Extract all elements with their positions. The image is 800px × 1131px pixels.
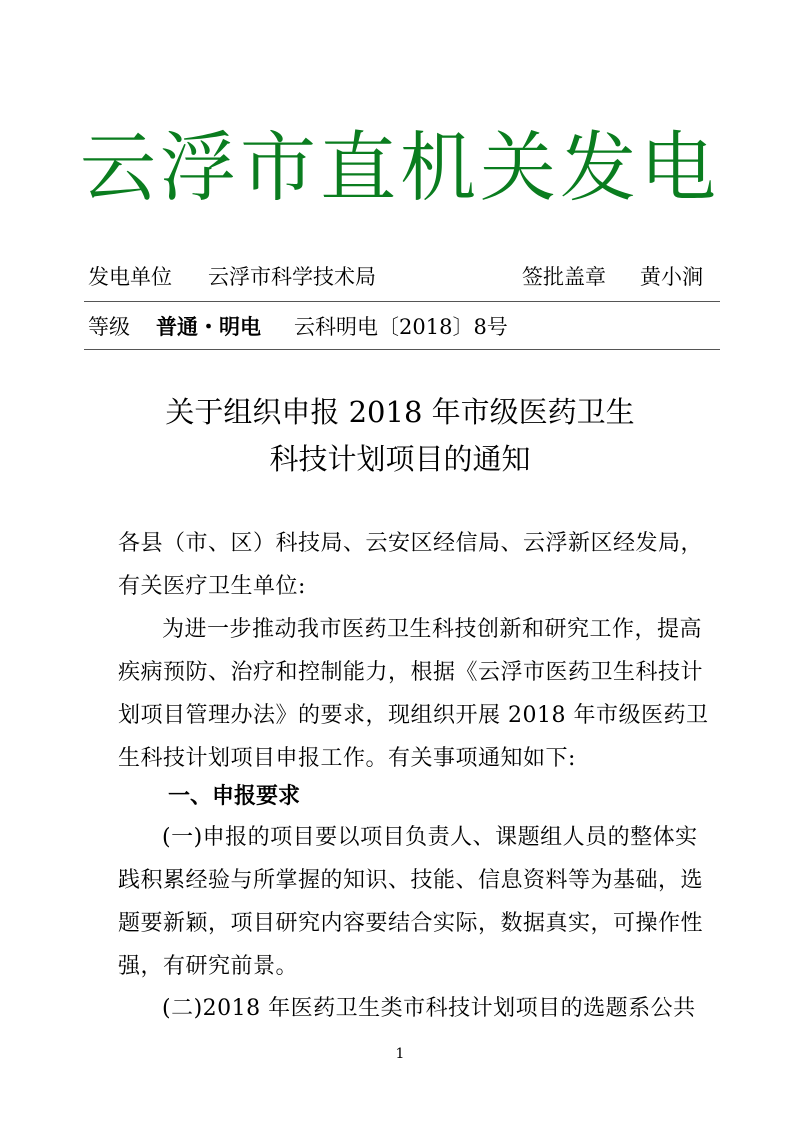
paragraph-line: (二)2018 年医药卫生类市科技计划项目的选题系公共 — [162, 996, 696, 1021]
paragraph-line: 践积累经验与所掌握的知识、技能、信息资料等为基础，选 — [118, 868, 704, 893]
recipients-block — [118, 522, 704, 608]
requirement-item-2 — [118, 987, 698, 1030]
requirement-item-1 — [118, 816, 704, 988]
signer-label: 签批盖章 — [522, 265, 606, 289]
grade-row — [88, 307, 718, 347]
notice-title-line-1: 关于组织申报 2018 年市级医药卫生 — [165, 395, 635, 429]
recipients-line: 有关医疗卫生单位: — [118, 574, 306, 599]
page-number: 1 — [395, 1046, 405, 1062]
paragraph-line: 为进一步推动我市医药卫生科技创新和研究工作，提高 — [162, 617, 703, 642]
paragraph-line: 题要新颖，项目研究内容要结合实际，数据真实，可操作性 — [118, 911, 704, 936]
document-header-title: 云浮市直机关发电 — [80, 123, 720, 212]
notice-title-line-2: 科技计划项目的通知 — [269, 442, 531, 476]
sender-label: 发电单位 — [88, 265, 172, 289]
paragraph-line: 划项目管理办法》的要求，现组织开展 2018 年市级医药卫 — [118, 703, 709, 728]
paragraph-line: (一)申报的项目要以项目负责人、课题组人员的整体实 — [162, 825, 698, 850]
document-number: 云科明电〔2018〕8号 — [294, 315, 508, 339]
paragraph-line: 强，有研究前景。 — [118, 954, 299, 979]
sender-row — [88, 257, 718, 297]
grade-value: 普通・明电 — [156, 315, 261, 339]
grade-label: 等级 — [88, 315, 130, 339]
divider-rule-top — [84, 301, 720, 302]
signer-value: 黄小涧 — [640, 265, 703, 289]
sender-value: 云浮市科学技术局 — [208, 265, 376, 289]
divider-rule-bottom — [84, 349, 720, 350]
section-heading: 一、申报要求 — [168, 784, 301, 809]
paragraph-line: 生科技计划项目申报工作。有关事项通知如下: — [118, 746, 576, 771]
paragraph-line: 疾病预防、治疗和控制能力，根据《云浮市医药卫生科技计 — [118, 660, 704, 685]
intro-paragraph — [118, 608, 709, 780]
recipients-line: 各县（市、区）科技局、云安区经信局、云浮新区经发局， — [118, 531, 704, 556]
